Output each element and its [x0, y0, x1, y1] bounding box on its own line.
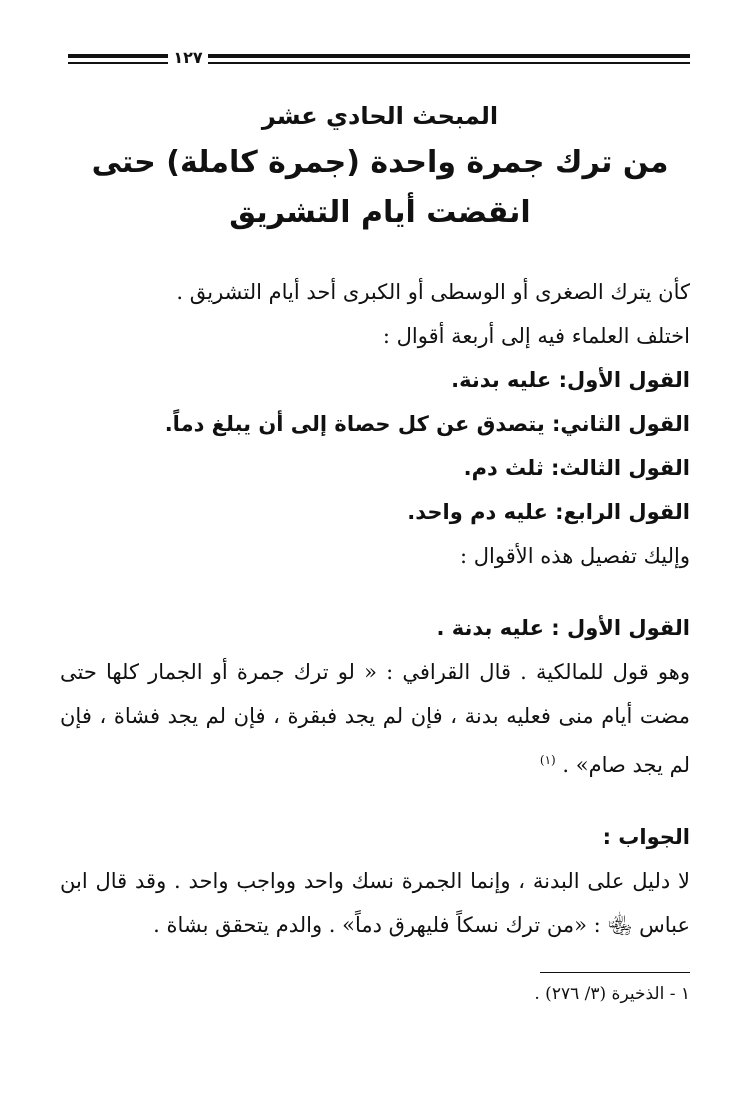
- disagreement-paragraph: اختلف العلماء فيه إلى أربعة أقوال :: [382, 324, 690, 348]
- intro-paragraph: كأن يترك الصغرى أو الوسطى أو الكبرى أحد أيام التشريق .: [176, 280, 690, 304]
- opinion-2: القول الثاني: يتصدق عن كل حصاة إلى أن يبلغ دماً.: [164, 412, 690, 436]
- footnote-reference: (١): [539, 753, 556, 767]
- detail-intro: وإليك تفصيل هذه الأقوال :: [460, 544, 690, 568]
- header-rule-right: [208, 54, 690, 64]
- body-content: [60, 270, 690, 947]
- answer-paragraph: لا دليل على البدنة ، وإنما الجمرة نسك واحد وواجب واحد . وقد قال ابن عباس ﵄ : «من ترك نسكاً فليهرق دماً» . والدم يتحقق بشاة .: [60, 869, 690, 937]
- page-number: ١٢٧: [173, 48, 203, 67]
- section-subtitle: المبحث الحادي عشر: [261, 102, 499, 130]
- section-main-title: من ترك جمرة واحدة (جمرة كاملة) حتى انقضت أيام التشريق: [91, 145, 669, 230]
- opinion-4: القول الرابع: عليه دم واحد.: [407, 500, 690, 524]
- section1-heading: القول الأول : عليه بدنة .: [436, 616, 690, 640]
- opinion-3: القول الثالث: ثلث دم.: [463, 456, 690, 480]
- section-titles: [60, 98, 700, 238]
- opinion-1: القول الأول: عليه بدنة.: [451, 368, 690, 392]
- footnote: ١ - الذخيرة (٣/ ٢٧٦) .: [534, 984, 690, 1004]
- header-rule-left: [68, 54, 168, 64]
- section1-paragraph: [60, 650, 690, 787]
- answer-heading: الجواب :: [602, 825, 690, 849]
- page-header: [68, 48, 690, 72]
- section1-text: وهو قول للمالكية . قال القرافي : « لو ترك جمرة أو الجمار كلها حتى مضت أيام منى فعليه بدنة ، فإن لم يجد فبقرة ، فإن لم يجد فشاة ، فإن لم يجد صام» .: [60, 660, 690, 777]
- footnote-divider: [540, 972, 690, 973]
